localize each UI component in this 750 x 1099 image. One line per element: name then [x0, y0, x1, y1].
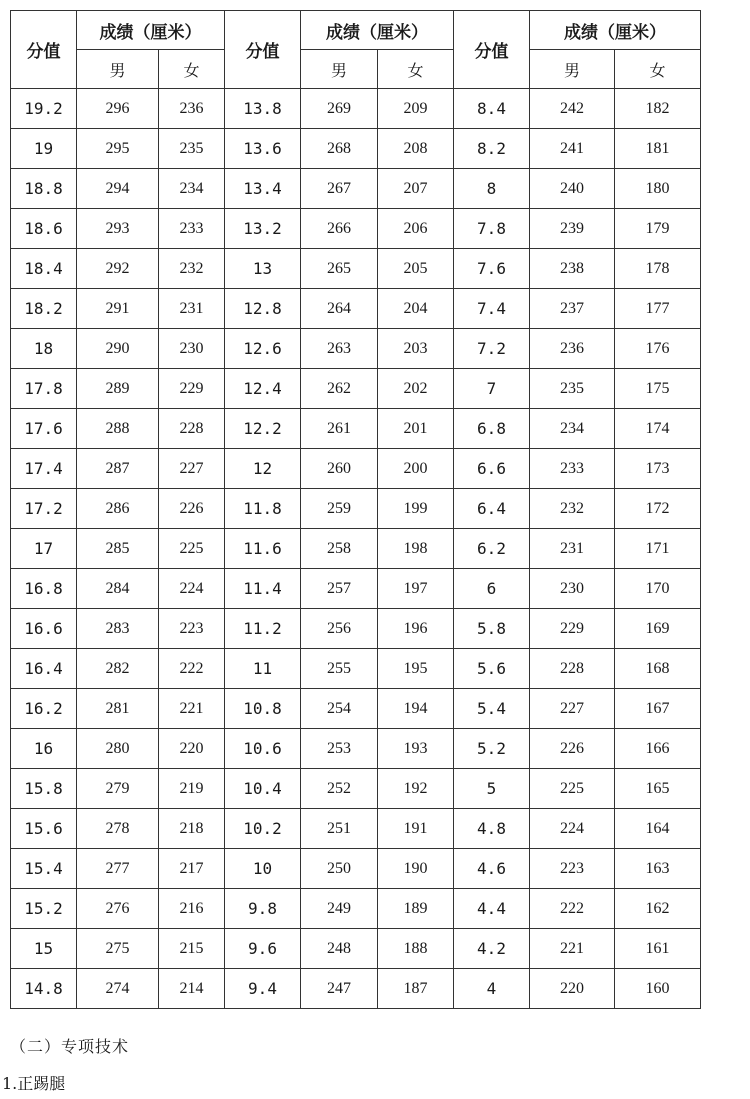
table-row [11, 809, 701, 849]
female-cell: 200 [378, 449, 454, 489]
female-cell: 221 [159, 689, 225, 729]
female-cell: 182 [615, 89, 701, 129]
female-cell: 181 [615, 129, 701, 169]
female-cell: 201 [378, 409, 454, 449]
score-cell: 4.8 [454, 809, 530, 849]
male-cell: 258 [301, 529, 378, 569]
male-cell: 250 [301, 849, 378, 889]
result-header-1: 成绩（厘米） [77, 11, 225, 50]
male-cell: 279 [77, 769, 159, 809]
female-cell: 204 [378, 289, 454, 329]
female-cell: 164 [615, 809, 701, 849]
score-cell: 11.2 [225, 609, 301, 649]
male-cell: 274 [77, 969, 159, 1009]
male-cell: 233 [530, 449, 615, 489]
score-cell: 12.8 [225, 289, 301, 329]
male-cell: 260 [301, 449, 378, 489]
table-row [11, 489, 701, 529]
score-cell: 12.4 [225, 369, 301, 409]
female-cell: 171 [615, 529, 701, 569]
female-cell: 165 [615, 769, 701, 809]
male-cell: 229 [530, 609, 615, 649]
female-header-3: 女 [615, 50, 701, 89]
female-cell: 188 [378, 929, 454, 969]
table-row [11, 849, 701, 889]
female-cell: 223 [159, 609, 225, 649]
female-cell: 167 [615, 689, 701, 729]
score-cell: 10.2 [225, 809, 301, 849]
score-cell: 13 [225, 249, 301, 289]
table-row [11, 609, 701, 649]
score-cell: 18.6 [11, 209, 77, 249]
male-cell: 287 [77, 449, 159, 489]
female-cell: 194 [378, 689, 454, 729]
male-cell: 237 [530, 289, 615, 329]
score-cell: 9.8 [225, 889, 301, 929]
item-heading: 1.正踢腿 [2, 1074, 66, 1093]
male-cell: 222 [530, 889, 615, 929]
score-cell: 17.4 [11, 449, 77, 489]
score-cell: 13.2 [225, 209, 301, 249]
female-cell: 233 [159, 209, 225, 249]
table-row [11, 289, 701, 329]
female-cell: 173 [615, 449, 701, 489]
male-cell: 294 [77, 169, 159, 209]
male-cell: 257 [301, 569, 378, 609]
male-cell: 283 [77, 609, 159, 649]
score-cell: 5.4 [454, 689, 530, 729]
score-cell: 8 [454, 169, 530, 209]
female-cell: 234 [159, 169, 225, 209]
female-cell: 199 [378, 489, 454, 529]
male-cell: 249 [301, 889, 378, 929]
male-cell: 263 [301, 329, 378, 369]
score-header-3: 分值 [454, 11, 530, 89]
score-cell: 18.2 [11, 289, 77, 329]
male-cell: 285 [77, 529, 159, 569]
score-cell: 8.2 [454, 129, 530, 169]
score-cell: 18.8 [11, 169, 77, 209]
male-cell: 261 [301, 409, 378, 449]
female-cell: 179 [615, 209, 701, 249]
table-row [11, 89, 701, 129]
male-cell: 234 [530, 409, 615, 449]
score-cell: 16.8 [11, 569, 77, 609]
female-cell: 180 [615, 169, 701, 209]
score-cell: 4.4 [454, 889, 530, 929]
male-cell: 267 [301, 169, 378, 209]
male-cell: 252 [301, 769, 378, 809]
male-cell: 242 [530, 89, 615, 129]
male-cell: 268 [301, 129, 378, 169]
female-cell: 206 [378, 209, 454, 249]
male-cell: 226 [530, 729, 615, 769]
score-cell: 15.2 [11, 889, 77, 929]
score-cell: 19.2 [11, 89, 77, 129]
female-cell: 162 [615, 889, 701, 929]
score-cell: 12.2 [225, 409, 301, 449]
table-row [11, 569, 701, 609]
score-cell: 19 [11, 129, 77, 169]
female-cell: 203 [378, 329, 454, 369]
female-cell: 218 [159, 809, 225, 849]
male-cell: 225 [530, 769, 615, 809]
male-cell: 282 [77, 649, 159, 689]
score-cell: 15.4 [11, 849, 77, 889]
score-cell: 17 [11, 529, 77, 569]
score-cell: 16.4 [11, 649, 77, 689]
table-row [11, 889, 701, 929]
male-cell: 286 [77, 489, 159, 529]
score-cell: 16.6 [11, 609, 77, 649]
female-cell: 236 [159, 89, 225, 129]
female-cell: 193 [378, 729, 454, 769]
male-cell: 254 [301, 689, 378, 729]
male-cell: 227 [530, 689, 615, 729]
male-header-2: 男 [301, 50, 378, 89]
table-row [11, 689, 701, 729]
male-header-1: 男 [77, 50, 159, 89]
male-cell: 238 [530, 249, 615, 289]
female-header-1: 女 [159, 50, 225, 89]
female-cell: 175 [615, 369, 701, 409]
female-cell: 196 [378, 609, 454, 649]
score-cell: 7.2 [454, 329, 530, 369]
male-cell: 223 [530, 849, 615, 889]
score-cell: 8.4 [454, 89, 530, 129]
male-cell: 240 [530, 169, 615, 209]
score-cell: 6 [454, 569, 530, 609]
score-cell: 5.2 [454, 729, 530, 769]
score-cell: 4.6 [454, 849, 530, 889]
male-cell: 241 [530, 129, 615, 169]
score-cell: 7.6 [454, 249, 530, 289]
male-cell: 280 [77, 729, 159, 769]
score-cell: 14.8 [11, 969, 77, 1009]
table-row [11, 249, 701, 289]
score-cell: 15.6 [11, 809, 77, 849]
male-header-3: 男 [530, 50, 615, 89]
male-cell: 264 [301, 289, 378, 329]
female-cell: 207 [378, 169, 454, 209]
male-cell: 292 [77, 249, 159, 289]
male-cell: 291 [77, 289, 159, 329]
score-cell: 13.4 [225, 169, 301, 209]
table-row [11, 529, 701, 569]
male-cell: 276 [77, 889, 159, 929]
score-cell: 10.8 [225, 689, 301, 729]
female-cell: 177 [615, 289, 701, 329]
score-cell: 11 [225, 649, 301, 689]
female-cell: 235 [159, 129, 225, 169]
male-cell: 290 [77, 329, 159, 369]
score-cell: 4.2 [454, 929, 530, 969]
male-cell: 277 [77, 849, 159, 889]
male-cell: 224 [530, 809, 615, 849]
score-cell: 12.6 [225, 329, 301, 369]
male-cell: 247 [301, 969, 378, 1009]
score-cell: 9.6 [225, 929, 301, 969]
score-cell: 15.8 [11, 769, 77, 809]
score-cell: 17.2 [11, 489, 77, 529]
score-table-body [11, 89, 701, 1009]
male-cell: 256 [301, 609, 378, 649]
table-row [11, 969, 701, 1009]
female-cell: 161 [615, 929, 701, 969]
score-cell: 10 [225, 849, 301, 889]
female-cell: 220 [159, 729, 225, 769]
female-cell: 216 [159, 889, 225, 929]
female-cell: 187 [378, 969, 454, 1009]
female-cell: 225 [159, 529, 225, 569]
female-cell: 197 [378, 569, 454, 609]
score-cell: 10.6 [225, 729, 301, 769]
female-cell: 205 [378, 249, 454, 289]
table-row [11, 769, 701, 809]
score-cell: 7.4 [454, 289, 530, 329]
score-cell: 15 [11, 929, 77, 969]
female-cell: 189 [378, 889, 454, 929]
male-cell: 236 [530, 329, 615, 369]
score-header-2: 分值 [225, 11, 301, 89]
score-cell: 5.6 [454, 649, 530, 689]
male-cell: 220 [530, 969, 615, 1009]
male-cell: 288 [77, 409, 159, 449]
female-cell: 228 [159, 409, 225, 449]
female-cell: 229 [159, 369, 225, 409]
score-cell: 11.6 [225, 529, 301, 569]
female-cell: 230 [159, 329, 225, 369]
female-cell: 232 [159, 249, 225, 289]
female-cell: 219 [159, 769, 225, 809]
section-heading: （二）专项技术 [10, 1037, 130, 1056]
score-cell: 11.8 [225, 489, 301, 529]
male-cell: 265 [301, 249, 378, 289]
score-cell: 7 [454, 369, 530, 409]
score-cell: 16.2 [11, 689, 77, 729]
score-cell: 13.8 [225, 89, 301, 129]
score-cell: 4 [454, 969, 530, 1009]
score-cell: 5.8 [454, 609, 530, 649]
score-table [10, 10, 701, 1009]
male-cell: 228 [530, 649, 615, 689]
result-header-2: 成绩（厘米） [301, 11, 454, 50]
score-cell: 6.8 [454, 409, 530, 449]
table-row [11, 209, 701, 249]
male-cell: 231 [530, 529, 615, 569]
female-cell: 176 [615, 329, 701, 369]
male-cell: 239 [530, 209, 615, 249]
table-row [11, 649, 701, 689]
female-cell: 231 [159, 289, 225, 329]
score-cell: 10.4 [225, 769, 301, 809]
female-cell: 226 [159, 489, 225, 529]
female-cell: 202 [378, 369, 454, 409]
male-cell: 278 [77, 809, 159, 849]
female-cell: 168 [615, 649, 701, 689]
score-cell: 9.4 [225, 969, 301, 1009]
score-cell: 12 [225, 449, 301, 489]
female-cell: 198 [378, 529, 454, 569]
male-cell: 266 [301, 209, 378, 249]
female-cell: 214 [159, 969, 225, 1009]
table-row [11, 729, 701, 769]
female-cell: 170 [615, 569, 701, 609]
table-row [11, 169, 701, 209]
male-cell: 284 [77, 569, 159, 609]
female-cell: 160 [615, 969, 701, 1009]
female-cell: 163 [615, 849, 701, 889]
table-row [11, 129, 701, 169]
male-cell: 251 [301, 809, 378, 849]
score-cell: 16 [11, 729, 77, 769]
female-cell: 209 [378, 89, 454, 129]
female-cell: 208 [378, 129, 454, 169]
score-cell: 11.4 [225, 569, 301, 609]
female-cell: 178 [615, 249, 701, 289]
male-cell: 259 [301, 489, 378, 529]
male-cell: 281 [77, 689, 159, 729]
table-row [11, 409, 701, 449]
score-cell: 13.6 [225, 129, 301, 169]
score-header-1: 分值 [11, 11, 77, 89]
table-row [11, 449, 701, 489]
male-cell: 289 [77, 369, 159, 409]
table-row [11, 329, 701, 369]
score-cell: 6.6 [454, 449, 530, 489]
score-cell: 5 [454, 769, 530, 809]
male-cell: 295 [77, 129, 159, 169]
female-cell: 191 [378, 809, 454, 849]
female-cell: 169 [615, 609, 701, 649]
male-cell: 262 [301, 369, 378, 409]
female-cell: 174 [615, 409, 701, 449]
score-cell: 18 [11, 329, 77, 369]
female-cell: 217 [159, 849, 225, 889]
female-cell: 190 [378, 849, 454, 889]
female-cell: 222 [159, 649, 225, 689]
score-cell: 17.8 [11, 369, 77, 409]
female-cell: 192 [378, 769, 454, 809]
male-cell: 253 [301, 729, 378, 769]
table-row [11, 369, 701, 409]
female-cell: 166 [615, 729, 701, 769]
male-cell: 296 [77, 89, 159, 129]
male-cell: 248 [301, 929, 378, 969]
female-cell: 172 [615, 489, 701, 529]
male-cell: 255 [301, 649, 378, 689]
male-cell: 230 [530, 569, 615, 609]
female-cell: 227 [159, 449, 225, 489]
table-row [11, 929, 701, 969]
result-header-3: 成绩（厘米） [530, 11, 701, 50]
male-cell: 269 [301, 89, 378, 129]
female-cell: 224 [159, 569, 225, 609]
female-cell: 215 [159, 929, 225, 969]
male-cell: 293 [77, 209, 159, 249]
male-cell: 275 [77, 929, 159, 969]
score-cell: 17.6 [11, 409, 77, 449]
female-cell: 195 [378, 649, 454, 689]
score-cell: 6.2 [454, 529, 530, 569]
female-header-2: 女 [378, 50, 454, 89]
male-cell: 221 [530, 929, 615, 969]
male-cell: 232 [530, 489, 615, 529]
male-cell: 235 [530, 369, 615, 409]
score-cell: 7.8 [454, 209, 530, 249]
score-cell: 6.4 [454, 489, 530, 529]
score-cell: 18.4 [11, 249, 77, 289]
